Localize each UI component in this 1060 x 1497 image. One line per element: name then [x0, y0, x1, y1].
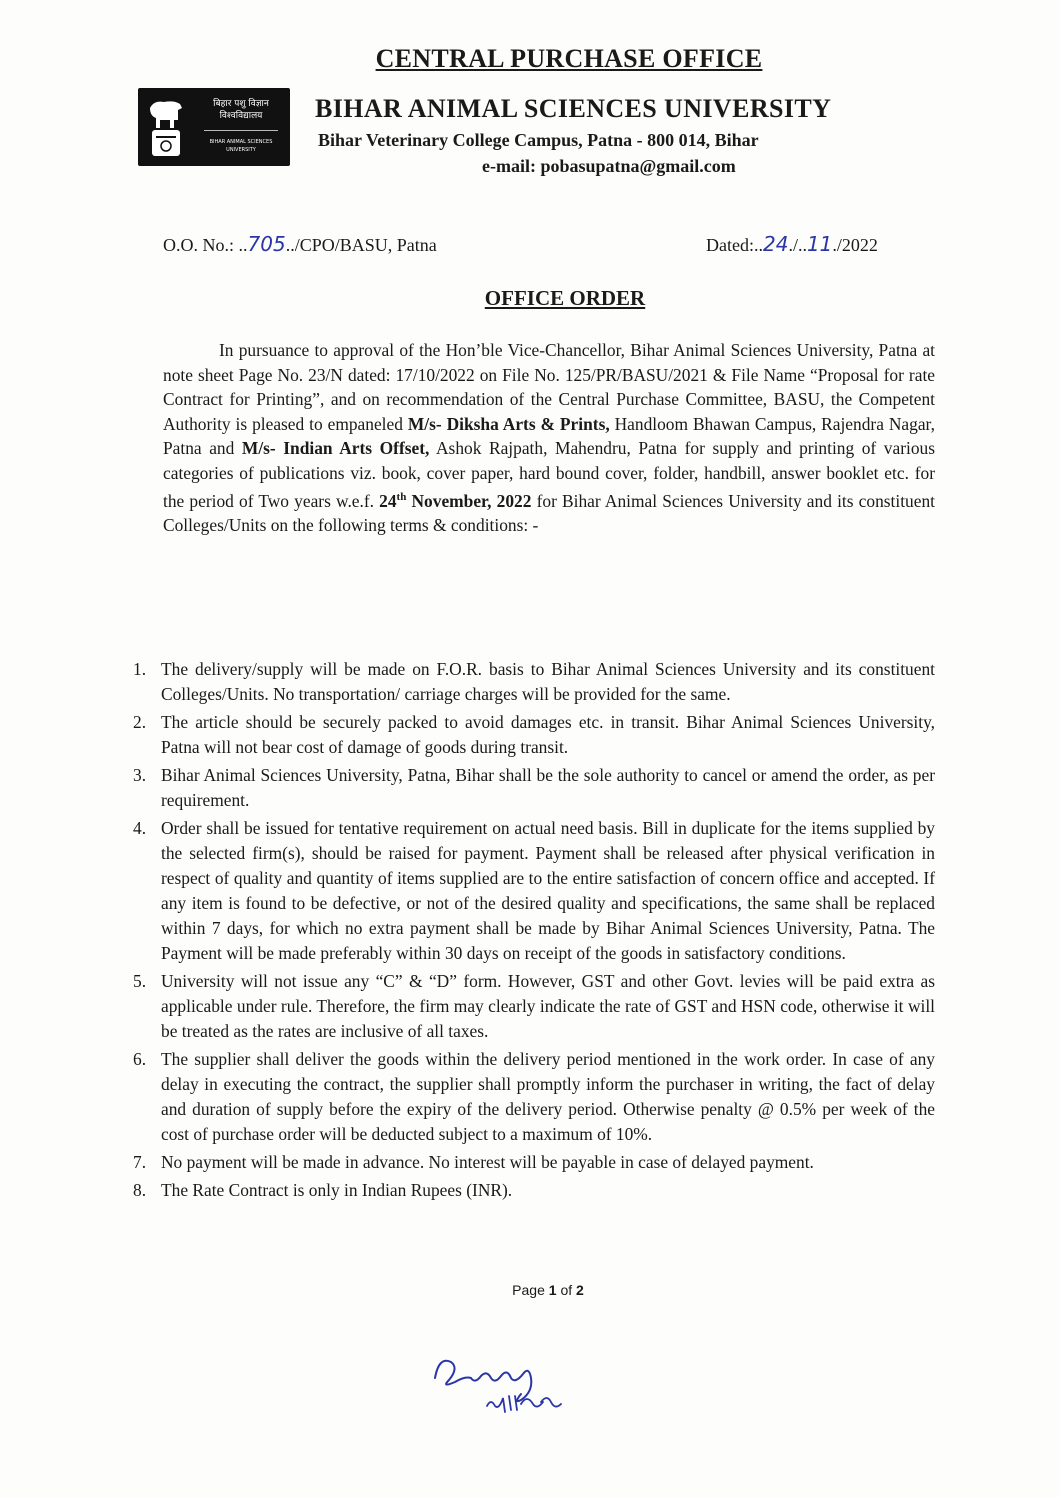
list-item: 4. Order shall be issued for tentative requirement on actual need basis. Bill in duplicate for the items supplied by the selected firm(s), should be raised for payment. Payment shall be released after physical verification in respect of quality and quantity of items supplied are to the entire satisfaction of concern office and accepted. If any item is found to be defective, or not of the desired quality and specifications, the same shall be replaced within 7 days, for which no extra payment shall be made by Bihar Animal Sciences University, Patna. The Payment will be made preferably within 30 days on receipt of the goods in satisfactory conditions. — [133, 818, 935, 963]
effective-date: 24th November, 2022 — [379, 490, 532, 511]
logo-hindi-line2: विश्वविद्यालय — [219, 111, 263, 121]
intro-text-4: for Bihar Animal Sciences University and its constituent Colleges/Units on the following terms & conditions: - — [163, 490, 935, 536]
terms-list — [133, 657, 935, 1206]
page-number: Page 1 of 2 — [512, 1282, 584, 1298]
firm-name-2: M/s- Indian Arts Offset, — [241, 438, 430, 458]
dated-year: /2022 — [836, 235, 878, 255]
logo-hindi-line1: बिहार पशु विज्ञान — [213, 99, 269, 109]
intro-text-1: In pursuance to approval of the Hon’ble Vice-Chancellor, Bihar Animal Sciences University, Patna at note sheet Page No. 23/N dated: 17/10/2022 on File No. 125/PR/BASU/2021 & File Name “Proposal for rate Contract for Printing”, and on recommendation of the Central Purchase Committee, BASU, the Competent Authority is pleased to empaneled — [163, 340, 935, 434]
email-address: e-mail: pobasupatna@gmail.com — [482, 156, 736, 176]
university-name: BIHAR ANIMAL SCIENCES UNIVERSITY — [315, 94, 832, 123]
office-title: CENTRAL PURCHASE OFFICE — [375, 44, 763, 73]
list-item: 7. No payment will be made in advance. No interest will be payable in case of delayed payment. — [133, 1152, 814, 1172]
cow-emblem-icon — [144, 94, 188, 160]
dated-day-handwritten: 24 — [762, 232, 789, 256]
dated-line: Dated:..24./..11./2022 — [706, 232, 878, 256]
logo-divider — [204, 130, 278, 131]
list-item: 3. Bihar Animal Sciences University, Patna, Bihar shall be the sole authority to cancel or amend the order, as per requirement. — [133, 765, 935, 810]
intro-text-2: Handloom Bhawan Campus, Rajendra Nagar, Patna and — [163, 413, 935, 458]
dated-month-handwritten: 11 — [806, 232, 833, 256]
list-item: 6. The supplier shall deliver the goods within the delivery period mentioned in the work order. In case of any delay in executing the contract, the supplier shall promptly inform the purchaser in writing, the fact of delay and duration of supply before the expiry of the delivery period. Otherwise penalty @ 0.5% per week of the cost of purchase order will be deducted subject to a maximum of 10%. — [133, 1049, 935, 1144]
list-item: 8. The Rate Contract is only in Indian Rupees (INR). — [133, 1180, 513, 1200]
order-number-line: O.O. No.: ..705../CPO/BASU, Patna — [163, 232, 437, 256]
signature-icon — [425, 1348, 605, 1418]
logo-english-line1: BIHAR ANIMAL SCIENCES — [209, 139, 273, 145]
firm-name-1: M/s- Diksha Arts & Prints, — [407, 413, 610, 434]
list-item: 5. University will not issue any “C” & “D” form. However, GST and other Govt. levies will be paid extra as applicable under rule. Therefore, the firm may clearly indicate the rate of GST and HSN code, otherwise it will be treated as the rates are inclusive of all taxes. — [133, 971, 935, 1041]
university-logo — [138, 88, 290, 166]
order-number-handwritten: 705 — [247, 232, 286, 256]
intro-paragraph — [163, 338, 935, 538]
order-number-label: O.O. No.: — [163, 235, 234, 255]
logo-english-line2: UNIVERSITY — [226, 147, 256, 153]
list-item: 2. The article should be securely packed to avoid damages etc. in transit. Bihar Animal Sciences University, Patna will not bear cost of damage of goods during transit. — [133, 712, 935, 757]
list-item: 1. The delivery/supply will be made on F.O.R. basis to Bihar Animal Sciences University and its constituent Colleges/Units. No transportation/ carriage charges will be provided for the same. — [133, 659, 935, 704]
dated-label: Dated: — [706, 235, 754, 255]
campus-address: Bihar Veterinary College Campus, Patna - 800 014, Bihar — [318, 130, 759, 150]
intro-text-3: Ashok Rajpath, Mahendru, Patna for supply and printing of various categories of publications viz. book, cover paper, hard bound cover, folder, handbill, answer booklet etc. for the period of Two years w.e.f. — [163, 438, 935, 511]
office-order-heading: OFFICE ORDER — [484, 286, 646, 310]
order-number-suffix: /CPO/BASU, Patna — [294, 235, 437, 255]
